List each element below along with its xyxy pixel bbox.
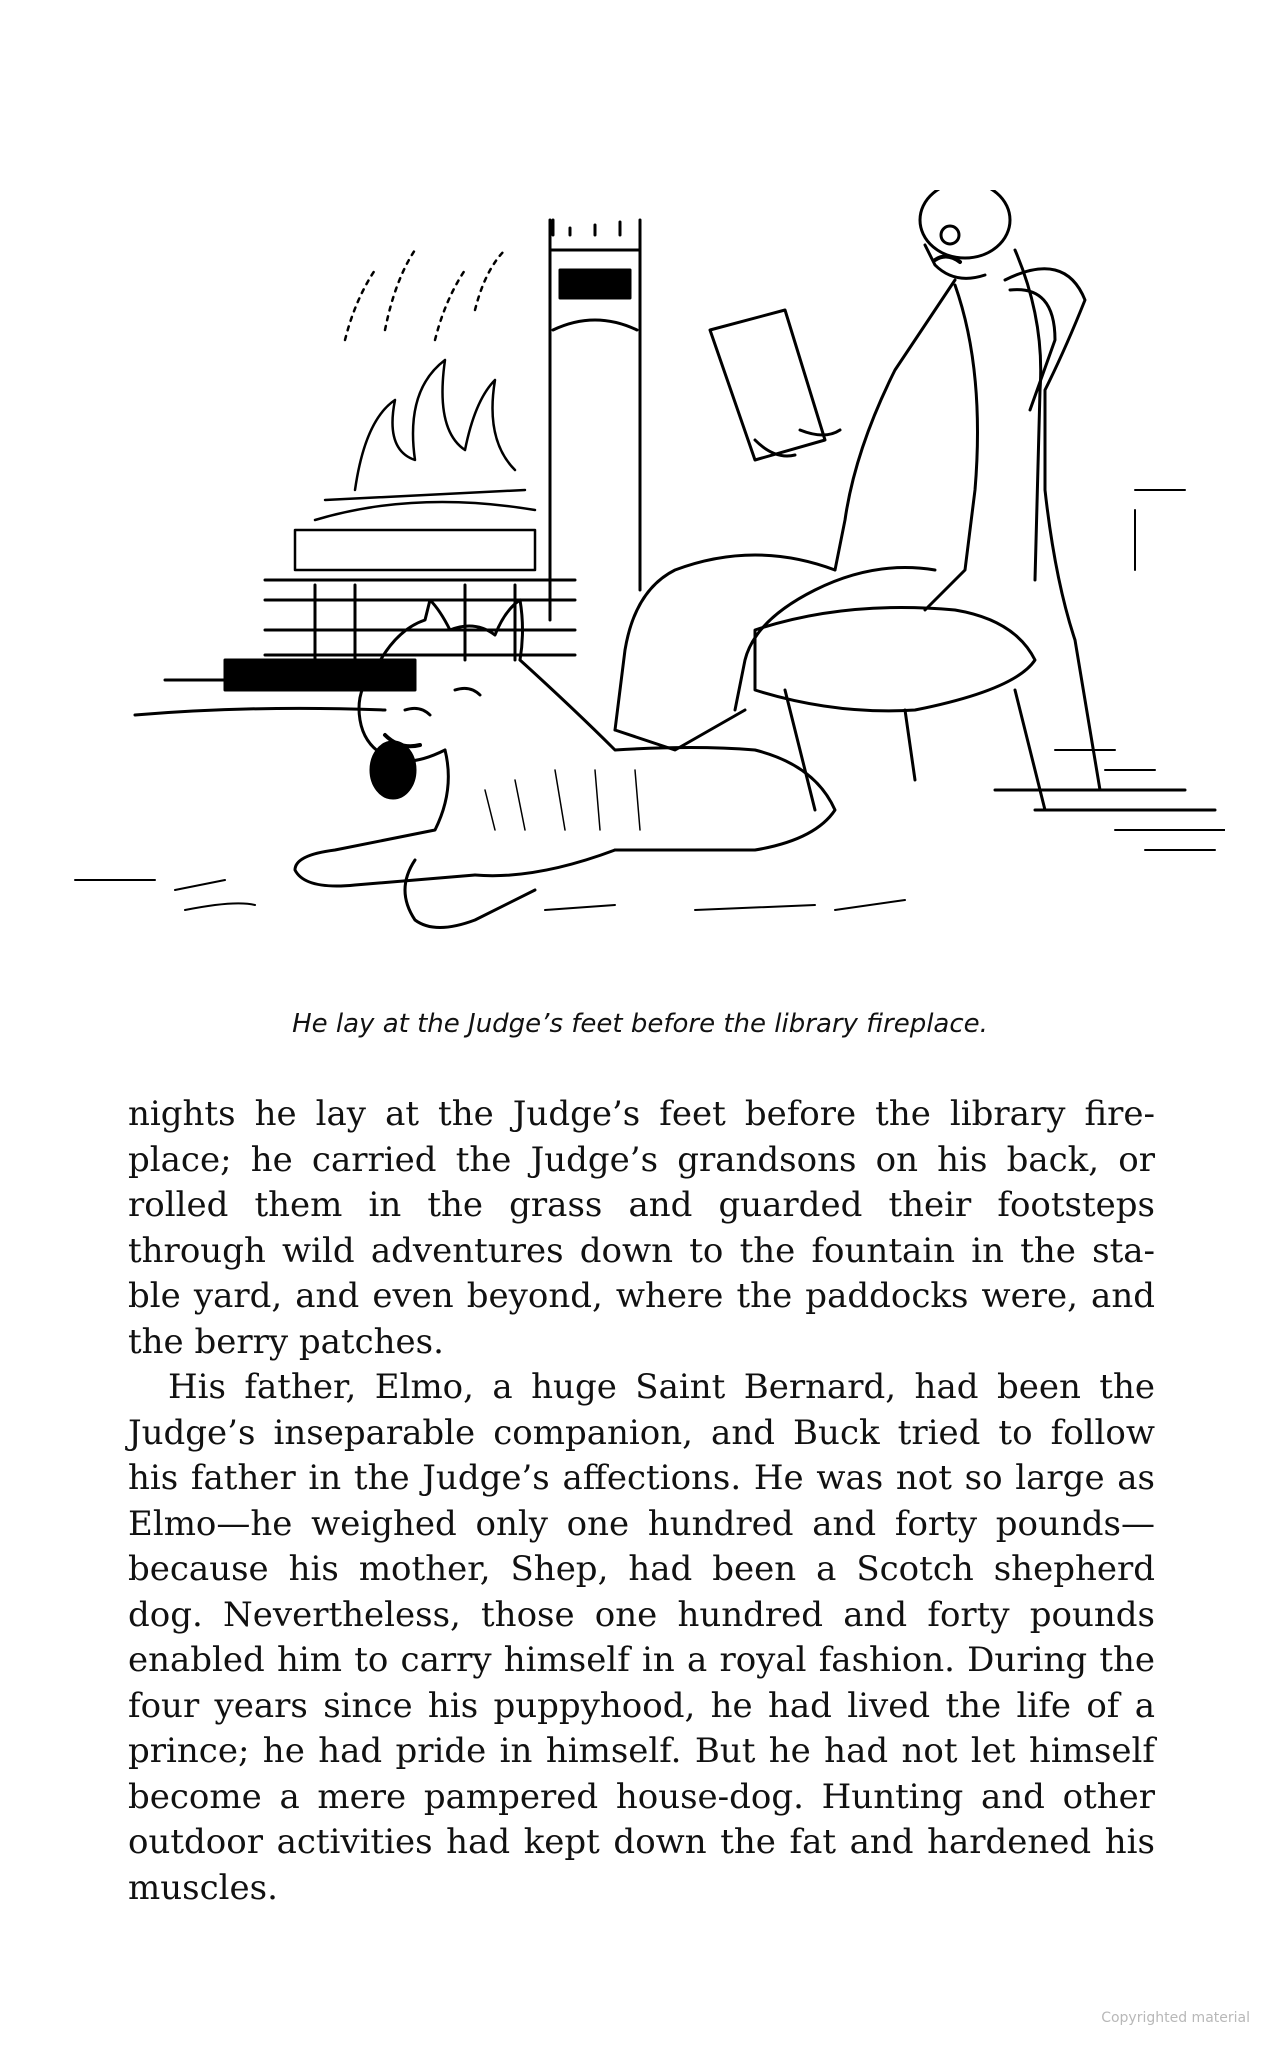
hearth-grate — [135, 580, 575, 715]
judge-and-dog-illustration — [55, 190, 1225, 950]
illustration — [55, 190, 1225, 950]
paragraph-1: nights he lay at the Judge’s feet before the library fire-place; he carried the Judge’s grandsons on his back, or rolled them in the grass and guarded their footsteps through wild adventures down to the fountain in the sta-ble yard, and even beyond, where the paddocks were, and the berry patches. — [128, 1094, 1155, 1362]
judge-figure — [615, 190, 1041, 750]
armchair — [755, 269, 1215, 810]
illustration-caption: He lay at the Judge’s feet before the library fireplace. — [292, 1009, 988, 1039]
fireplace-pillar — [550, 220, 640, 620]
fire-flames — [295, 250, 535, 570]
body-text — [128, 1092, 1155, 1911]
paragraph-2: His father, Elmo, a huge Saint Bernard, had been the Judge’s inseparable companion, and Buck tried to follow his father in the Judge’s affections. He was not so large as Elmo—he weighed only one hundred and forty pounds—because his mother, Shep, had been a Scotch shepherd dog. Nevertheless, those one hundred and forty pounds enabled him to carry himself in a royal fashion. During the four years since his puppyhood, he had lived the life of a prince; he had pride in himself. But he had not let himself become a mere pampered house-dog. Hunting and other outdoor activities had kept down the fat and hardened his muscles. — [128, 1367, 1155, 1908]
copyright-watermark: Copyrighted material — [1101, 2010, 1250, 2026]
